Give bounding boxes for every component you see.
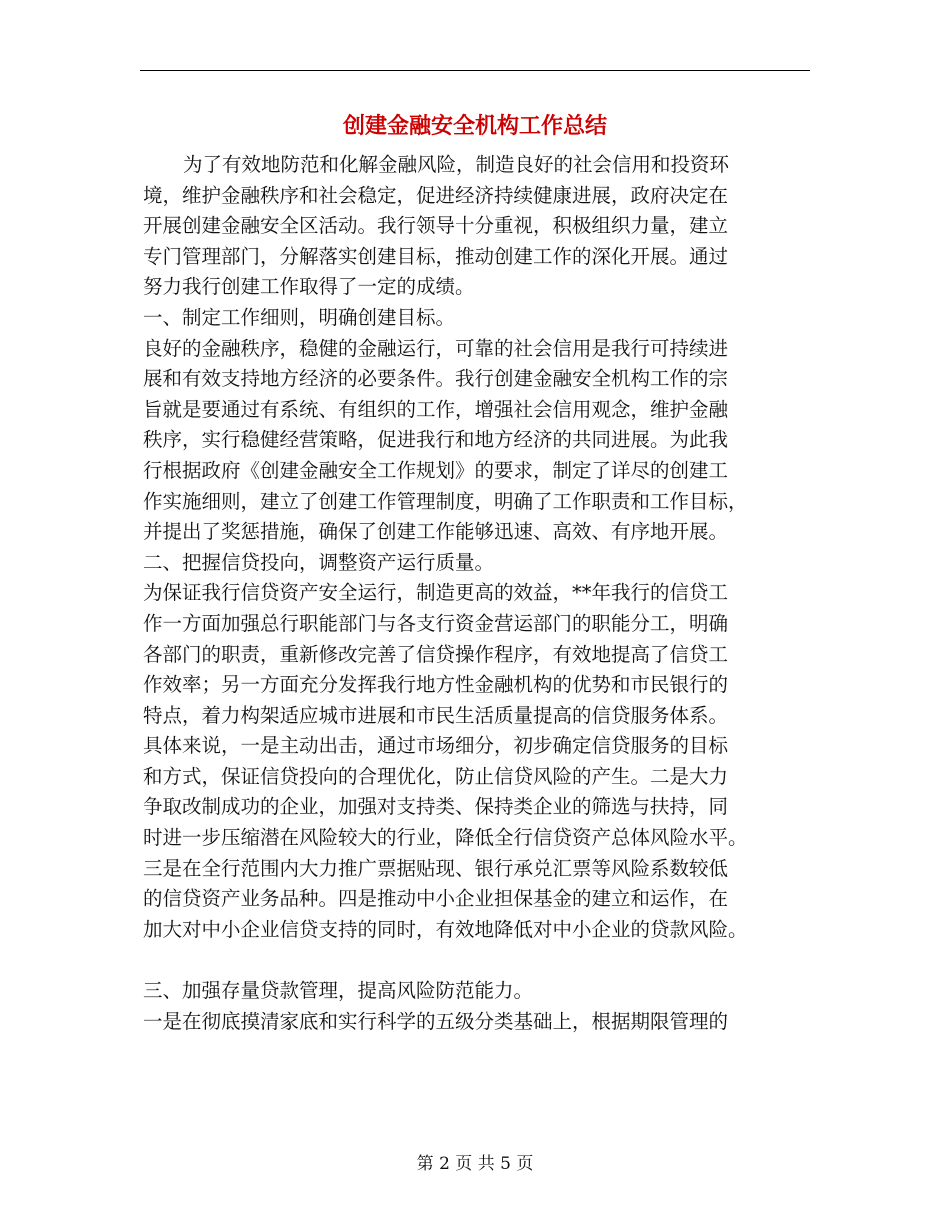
- blank-line: [143, 945, 811, 976]
- paragraph-line: 专门管理部门，分解落实创建目标，推动创建工作的深化开展。通过: [143, 244, 729, 268]
- paragraph-line: 开展创建金融安全区活动。我行领导十分重视，积极组织力量，建立: [143, 214, 729, 238]
- paragraph-line: 和方式，保证信贷投向的合理优化，防止信贷风险的产生。二是大力: [143, 764, 729, 788]
- page-number: 第 2 页 共 5 页: [416, 1154, 534, 1174]
- paragraph-line: 作一方面加强总行职能部门与各支行资金营运部门的职能分工，明确: [143, 611, 729, 635]
- paragraph-line: 旨就是要通过有系统、有组织的工作，增强社会信用观念，维护金融: [143, 397, 729, 421]
- section-heading: 二、把握信贷投向，调整资产运行质量。: [143, 550, 495, 574]
- paragraph-line: 三是在全行范围内大力推广票据贴现、银行承兑汇票等风险系数较低: [143, 856, 729, 880]
- paragraph-line: 一是在彻底摸清家底和实行科学的五级分类基础上，根据期限管理的: [143, 1009, 729, 1033]
- paragraph-line: 秩序，实行稳健经营策略，促进我行和地方经济的共同进展。为此我: [143, 428, 729, 452]
- paragraph-line: 为了有效地防范和化解金融风险，制造良好的社会信用和投资环: [183, 153, 730, 176]
- paragraph-line: 努力我行创建工作取得了一定的成绩。: [143, 275, 475, 299]
- paragraph-line: 作实施细则，建立了创建工作管理制度，明确了工作职责和工作目标，: [143, 489, 748, 513]
- paragraph-line: 良好的金融秩序，稳健的金融运行，可靠的社会信用是我行可持续进: [143, 336, 729, 360]
- paragraph-line: 境，维护金融秩序和社会稳定，促进经济持续健康进展，政府决定在: [143, 183, 729, 207]
- paragraph-line: 行根据政府《创建金融安全工作规划》的要求，制定了详尽的创建工: [143, 458, 729, 482]
- paragraph-line: 具体来说，一是主动出击，通过市场细分，初步确定信贷服务的目标: [143, 734, 729, 758]
- paragraph-line: 加大对中小企业信贷支持的同时，有效地降低对中小企业的贷款风险。: [143, 917, 748, 941]
- document-body: [143, 150, 811, 1037]
- header-rule: [140, 70, 810, 71]
- paragraph-line: 作效率；另一方面充分发挥我行地方性金融机构的优势和市民银行的: [143, 673, 729, 697]
- paragraph-line: 展和有效支持地方经济的必要条件。我行创建金融安全机构工作的宗: [143, 367, 729, 391]
- paragraph-line: 时进一步压缩潜在风险较大的行业，降低全行信贷资产总体风险水平。: [143, 826, 748, 850]
- paragraph-line: 为保证我行信贷资产安全运行，制造更高的效益，**年我行的信贷工: [143, 581, 729, 605]
- paragraph-line: 的信贷资产业务品种。四是推动中小企业担保基金的建立和运作，在: [143, 887, 729, 911]
- paragraph-line: 各部门的职责，重新修改完善了信贷操作程序，有效地提高了信贷工: [143, 642, 729, 666]
- section-heading: 三、加强存量贷款管理，提高风险防范能力。: [143, 979, 534, 1003]
- section-heading: 一、制定工作细则，明确创建目标。: [143, 305, 456, 329]
- paragraph-line: 并提出了奖惩措施，确保了创建工作能够迅速、高效、有序地开展。: [143, 520, 729, 544]
- paragraph-line: 特点，着力构架适应城市进展和市民生活质量提高的信贷服务体系。: [143, 703, 729, 727]
- document-title: 创建金融安全机构工作总结: [342, 113, 607, 139]
- paragraph-line: 争取改制成功的企业，加强对支持类、保持类企业的筛选与扶持，同: [143, 795, 729, 819]
